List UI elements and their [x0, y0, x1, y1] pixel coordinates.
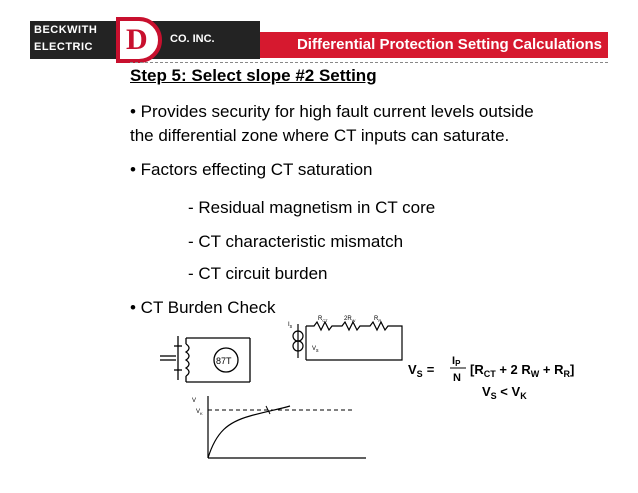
formula-lhs: $V_S$ =: [408, 362, 435, 379]
beckwith-logo: [30, 21, 260, 59]
bullet-3: • CT Burden Check: [130, 298, 276, 317]
rct-label: $R_{CT}$: [318, 316, 328, 323]
logo-d-mark: [116, 17, 162, 63]
slide-heading: Step 5: Select slope #2 Setting: [130, 66, 377, 85]
sub-bullet-3: - CT circuit burden: [188, 264, 328, 283]
logo-text-bottom: ELECTRIC: [34, 41, 93, 53]
slide-header: [0, 0, 638, 66]
header-divider: [130, 62, 608, 63]
logo-d-letter: D: [126, 23, 148, 56]
sub-bullet-1: - Residual magnetism in CT core: [188, 198, 436, 217]
bullet-1-line-2: the differential zone where CT inputs can saturate.: [130, 126, 510, 145]
rr-label: $R_R$: [374, 316, 382, 323]
header-title: Differential Protection Setting Calculations: [296, 36, 602, 53]
curve-y-label: V: [192, 398, 197, 404]
bullet-2: • Factors effecting CT saturation: [130, 160, 373, 179]
formula-numerator: IP: [452, 355, 461, 368]
saturation-curve: [180, 392, 370, 464]
excitation-curve: [208, 406, 290, 458]
logo-text-co: CO. INC.: [170, 33, 215, 45]
ct-burden-circuit: [284, 312, 408, 366]
rw-label: $2R_W$: [344, 316, 356, 323]
knee-label: $V_K$: [196, 409, 203, 416]
voltage-label: $V_s$: [312, 346, 319, 354]
sub-bullet-2: - CT characteristic mismatch: [188, 232, 404, 251]
header-title-bar: [260, 32, 608, 58]
ct-relay-schematic: [150, 330, 260, 390]
formula-bracket-term: [$R_{CT} + 2$ $R_W + R_R$]: [470, 362, 575, 379]
logo-text-top: BECKWITH: [34, 24, 98, 36]
bullet-1-line-1: • Provides security for high fault current levels outside: [130, 102, 534, 121]
current-label: $I_s$: [288, 322, 293, 330]
formula-denominator: N: [453, 372, 461, 384]
burden-formula: [400, 344, 610, 404]
formula-inequality: $V_S < V_K$: [482, 384, 527, 401]
relay-label: 87T: [216, 356, 232, 366]
